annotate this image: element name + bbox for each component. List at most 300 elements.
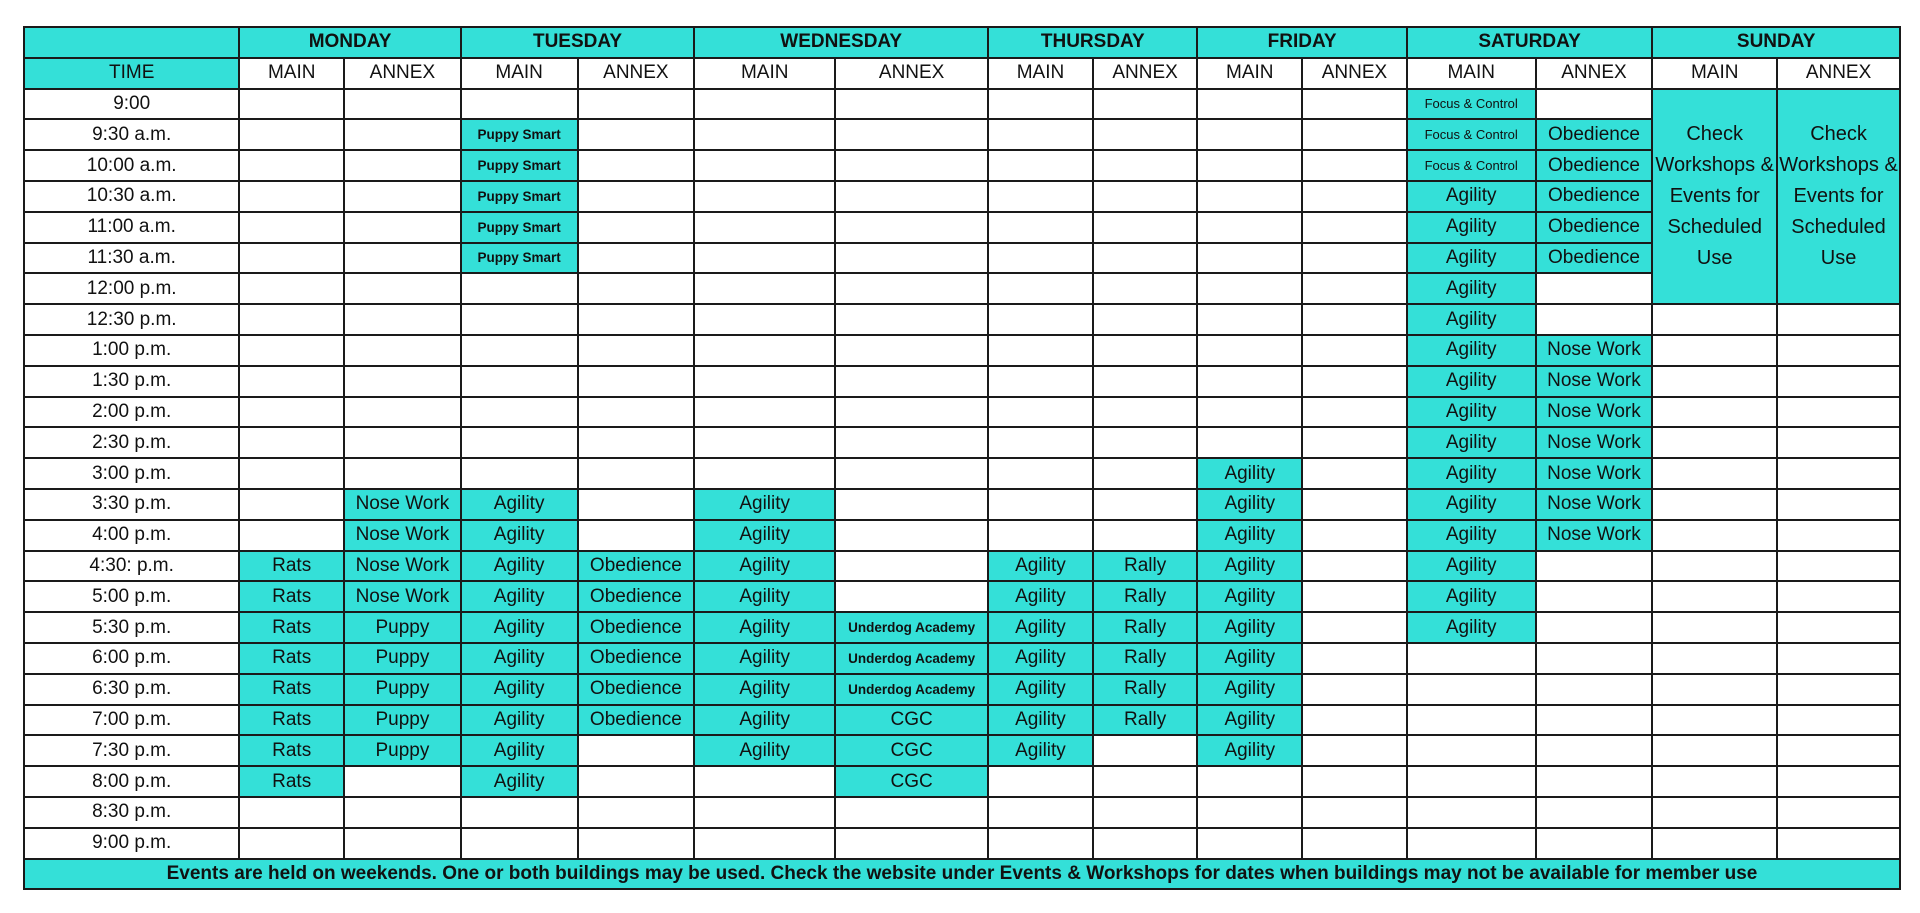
slot-wednesday-annex — [835, 581, 988, 612]
slot-friday-main: Agility — [1197, 520, 1302, 551]
slot-friday-annex — [1302, 335, 1407, 366]
slot-friday-annex — [1302, 520, 1407, 551]
slot-saturday-main: Agility — [1407, 489, 1536, 520]
slot-wednesday-annex — [835, 458, 988, 489]
slot-saturday-main — [1407, 797, 1536, 828]
slot-wednesday-annex — [835, 304, 988, 335]
slot-wednesday-main: Agility — [694, 551, 835, 582]
slot-tuesday-annex — [578, 243, 695, 274]
slot-wednesday-main: Agility — [694, 674, 835, 705]
slot-saturday-annex: Nose Work — [1536, 458, 1653, 489]
slot-monday-main — [239, 797, 344, 828]
slot-friday-annex — [1302, 705, 1407, 736]
slot-monday-annex — [344, 89, 461, 120]
slot-monday-main: Rats — [239, 581, 344, 612]
slot-tuesday-annex — [578, 489, 695, 520]
slot-thursday-main: Agility — [988, 551, 1093, 582]
slot-sunday-annex — [1777, 304, 1900, 335]
slot-wednesday-annex — [835, 150, 988, 181]
slot-tuesday-annex — [578, 427, 695, 458]
slot-monday-annex: Puppy — [344, 612, 461, 643]
slot-tuesday-main — [461, 458, 578, 489]
slot-saturday-annex — [1536, 581, 1653, 612]
time-label: 6:30 p.m. — [24, 674, 239, 705]
slot-sunday-main — [1652, 612, 1777, 643]
slot-saturday-main — [1407, 828, 1536, 859]
time-row — [24, 273, 1900, 304]
slot-tuesday-main — [461, 89, 578, 120]
slot-thursday-annex — [1093, 181, 1198, 212]
building-header-sunday-annex: ANNEX — [1777, 58, 1900, 89]
slot-wednesday-annex — [835, 212, 988, 243]
slot-thursday-main — [988, 427, 1093, 458]
slot-wednesday-annex — [835, 427, 988, 458]
slot-friday-main: Agility — [1197, 674, 1302, 705]
slot-thursday-annex: Rally — [1093, 643, 1198, 674]
slot-thursday-annex — [1093, 489, 1198, 520]
slot-thursday-main — [988, 273, 1093, 304]
slot-wednesday-main — [694, 89, 835, 120]
slot-wednesday-annex: Underdog Academy — [835, 674, 988, 705]
slot-wednesday-main: Agility — [694, 705, 835, 736]
slot-friday-main — [1197, 212, 1302, 243]
slot-saturday-main — [1407, 735, 1536, 766]
slot-friday-main: Agility — [1197, 643, 1302, 674]
slot-thursday-main — [988, 397, 1093, 428]
time-label: 3:30 p.m. — [24, 489, 239, 520]
time-label: 8:00 p.m. — [24, 766, 239, 797]
slot-saturday-main: Agility — [1407, 335, 1536, 366]
slot-saturday-main: Focus & Control — [1407, 89, 1536, 120]
slot-monday-annex — [344, 366, 461, 397]
slot-friday-main — [1197, 89, 1302, 120]
slot-sunday-main — [1652, 427, 1777, 458]
slot-thursday-annex: Rally — [1093, 705, 1198, 736]
slot-thursday-main — [988, 335, 1093, 366]
slot-thursday-annex — [1093, 335, 1198, 366]
slot-friday-annex — [1302, 828, 1407, 859]
slot-sunday-annex — [1777, 581, 1900, 612]
slot-friday-main — [1197, 366, 1302, 397]
slot-friday-main: Agility — [1197, 735, 1302, 766]
slot-saturday-annex: Nose Work — [1536, 366, 1653, 397]
time-row — [24, 397, 1900, 428]
building-header-friday-annex: ANNEX — [1302, 58, 1407, 89]
slot-monday-annex — [344, 212, 461, 243]
slot-monday-annex: Puppy — [344, 674, 461, 705]
slot-wednesday-annex — [835, 520, 988, 551]
slot-thursday-annex — [1093, 520, 1198, 551]
slot-saturday-main: Agility — [1407, 304, 1536, 335]
slot-monday-annex: Puppy — [344, 705, 461, 736]
slot-tuesday-annex — [578, 89, 695, 120]
slot-wednesday-annex: CGC — [835, 735, 988, 766]
slot-thursday-main: Agility — [988, 581, 1093, 612]
slot-sunday-annex — [1777, 520, 1900, 551]
slot-thursday-main — [988, 243, 1093, 274]
time-label: 12:30 p.m. — [24, 304, 239, 335]
slot-wednesday-main — [694, 828, 835, 859]
time-label: 9:00 — [24, 89, 239, 120]
slot-saturday-main: Agility — [1407, 397, 1536, 428]
slot-tuesday-main: Agility — [461, 735, 578, 766]
slot-saturday-main: Agility — [1407, 458, 1536, 489]
slot-tuesday-main — [461, 335, 578, 366]
slot-monday-annex — [344, 335, 461, 366]
slot-monday-main — [239, 520, 344, 551]
time-label: 9:00 p.m. — [24, 828, 239, 859]
slot-wednesday-annex: CGC — [835, 766, 988, 797]
slot-friday-main: Agility — [1197, 612, 1302, 643]
building-header-saturday-annex: ANNEX — [1536, 58, 1653, 89]
building-header-monday-annex: ANNEX — [344, 58, 461, 89]
slot-tuesday-main: Agility — [461, 766, 578, 797]
time-row — [24, 366, 1900, 397]
slot-thursday-main — [988, 212, 1093, 243]
building-header-tuesday-main: MAIN — [461, 58, 578, 89]
slot-wednesday-main — [694, 458, 835, 489]
slot-monday-main — [239, 397, 344, 428]
time-row — [24, 489, 1900, 520]
slot-thursday-main — [988, 489, 1093, 520]
slot-tuesday-main: Agility — [461, 705, 578, 736]
schedule-body — [24, 27, 1900, 889]
slot-wednesday-main — [694, 243, 835, 274]
slot-saturday-annex: Obedience — [1536, 243, 1653, 274]
building-header-tuesday-annex: ANNEX — [578, 58, 695, 89]
slot-monday-annex — [344, 150, 461, 181]
slot-saturday-annex: Obedience — [1536, 212, 1653, 243]
slot-saturday-annex — [1536, 643, 1653, 674]
slot-sunday-annex — [1777, 735, 1900, 766]
slot-wednesday-annex — [835, 181, 988, 212]
slot-sunday-annex — [1777, 612, 1900, 643]
slot-saturday-annex: Nose Work — [1536, 335, 1653, 366]
time-label: 1:30 p.m. — [24, 366, 239, 397]
slot-wednesday-main — [694, 797, 835, 828]
slot-tuesday-annex — [578, 119, 695, 150]
slot-friday-annex — [1302, 181, 1407, 212]
time-row — [24, 427, 1900, 458]
slot-tuesday-main: Puppy Smart — [461, 181, 578, 212]
slot-sunday-main — [1652, 705, 1777, 736]
time-row — [24, 766, 1900, 797]
slot-sunday-annex — [1777, 705, 1900, 736]
slot-thursday-annex — [1093, 458, 1198, 489]
corner-cell — [24, 27, 239, 58]
slot-sunday-annex — [1777, 674, 1900, 705]
building-header-monday-main: MAIN — [239, 58, 344, 89]
slot-wednesday-annex — [835, 335, 988, 366]
slot-sunday-annex — [1777, 366, 1900, 397]
time-row — [24, 243, 1900, 274]
slot-thursday-main: Agility — [988, 735, 1093, 766]
slot-monday-main — [239, 335, 344, 366]
slot-saturday-annex: Nose Work — [1536, 427, 1653, 458]
slot-wednesday-annex — [835, 489, 988, 520]
slot-wednesday-main: Agility — [694, 612, 835, 643]
slot-saturday-main: Agility — [1407, 243, 1536, 274]
slot-thursday-main: Agility — [988, 705, 1093, 736]
slot-thursday-main — [988, 119, 1093, 150]
time-row — [24, 797, 1900, 828]
slot-wednesday-main — [694, 212, 835, 243]
slot-sunday-main — [1652, 397, 1777, 428]
slot-friday-annex — [1302, 89, 1407, 120]
slot-friday-main — [1197, 427, 1302, 458]
time-label: 3:00 p.m. — [24, 458, 239, 489]
time-row — [24, 304, 1900, 335]
slot-wednesday-annex — [835, 366, 988, 397]
slot-sunday-main — [1652, 551, 1777, 582]
slot-monday-main: Rats — [239, 766, 344, 797]
slot-thursday-annex — [1093, 273, 1198, 304]
slot-saturday-main: Agility — [1407, 551, 1536, 582]
slot-wednesday-main — [694, 150, 835, 181]
slot-saturday-annex: Nose Work — [1536, 489, 1653, 520]
slot-saturday-annex: Obedience — [1536, 119, 1653, 150]
slot-tuesday-annex — [578, 397, 695, 428]
time-label: 10:00 a.m. — [24, 150, 239, 181]
slot-wednesday-main — [694, 304, 835, 335]
slot-friday-annex — [1302, 243, 1407, 274]
slot-sunday-annex — [1777, 797, 1900, 828]
slot-monday-main — [239, 304, 344, 335]
slot-friday-annex — [1302, 212, 1407, 243]
slot-monday-annex — [344, 797, 461, 828]
slot-saturday-main: Agility — [1407, 520, 1536, 551]
slot-saturday-main: Agility — [1407, 366, 1536, 397]
slot-monday-annex: Nose Work — [344, 551, 461, 582]
slot-friday-annex — [1302, 612, 1407, 643]
slot-monday-annex — [344, 304, 461, 335]
day-header-tuesday: TUESDAY — [461, 27, 694, 58]
slot-tuesday-annex — [578, 520, 695, 551]
time-label: 6:00 p.m. — [24, 643, 239, 674]
slot-saturday-annex — [1536, 766, 1653, 797]
slot-tuesday-main — [461, 427, 578, 458]
slot-friday-main — [1197, 797, 1302, 828]
slot-saturday-main: Focus & Control — [1407, 150, 1536, 181]
slot-tuesday-annex — [578, 212, 695, 243]
slot-tuesday-annex — [578, 335, 695, 366]
slot-friday-annex — [1302, 397, 1407, 428]
slot-saturday-annex — [1536, 89, 1653, 120]
slot-friday-annex — [1302, 366, 1407, 397]
building-header-saturday-main: MAIN — [1407, 58, 1536, 89]
time-row — [24, 181, 1900, 212]
slot-tuesday-main — [461, 797, 578, 828]
slot-friday-main: Agility — [1197, 489, 1302, 520]
slot-monday-annex: Nose Work — [344, 520, 461, 551]
slot-saturday-annex — [1536, 797, 1653, 828]
time-label: 2:00 p.m. — [24, 397, 239, 428]
slot-monday-main — [239, 181, 344, 212]
slot-thursday-main — [988, 181, 1093, 212]
slot-monday-main: Rats — [239, 674, 344, 705]
slot-monday-annex — [344, 397, 461, 428]
time-row — [24, 520, 1900, 551]
slot-tuesday-main: Puppy Smart — [461, 150, 578, 181]
slot-saturday-main — [1407, 643, 1536, 674]
slot-tuesday-main — [461, 304, 578, 335]
slot-tuesday-main: Puppy Smart — [461, 243, 578, 274]
slot-friday-annex — [1302, 735, 1407, 766]
slot-sunday-main — [1652, 735, 1777, 766]
slot-wednesday-annex — [835, 828, 988, 859]
slot-tuesday-annex — [578, 458, 695, 489]
slot-tuesday-main — [461, 397, 578, 428]
slot-sunday-annex — [1777, 427, 1900, 458]
slot-tuesday-annex — [578, 181, 695, 212]
slot-sunday-main — [1652, 766, 1777, 797]
time-row — [24, 150, 1900, 181]
slot-friday-annex — [1302, 427, 1407, 458]
slot-tuesday-main — [461, 828, 578, 859]
time-row — [24, 705, 1900, 736]
slot-wednesday-annex: Underdog Academy — [835, 643, 988, 674]
time-label: 7:00 p.m. — [24, 705, 239, 736]
time-row — [24, 828, 1900, 859]
slot-wednesday-main — [694, 181, 835, 212]
slot-sunday-annex — [1777, 828, 1900, 859]
slot-thursday-annex — [1093, 427, 1198, 458]
slot-wednesday-annex — [835, 397, 988, 428]
time-label: 10:30 a.m. — [24, 181, 239, 212]
slot-tuesday-annex: Obedience — [578, 612, 695, 643]
slot-saturday-annex — [1536, 273, 1653, 304]
slot-monday-main — [239, 489, 344, 520]
slot-monday-main: Rats — [239, 643, 344, 674]
slot-wednesday-main: Agility — [694, 643, 835, 674]
slot-monday-main — [239, 212, 344, 243]
slot-saturday-main: Agility — [1407, 427, 1536, 458]
slot-sunday-annex — [1777, 551, 1900, 582]
slot-saturday-annex: Nose Work — [1536, 520, 1653, 551]
slot-friday-annex — [1302, 643, 1407, 674]
slot-friday-main: Agility — [1197, 551, 1302, 582]
slot-sunday-main — [1652, 489, 1777, 520]
slot-thursday-annex: Rally — [1093, 612, 1198, 643]
slot-wednesday-annex: Underdog Academy — [835, 612, 988, 643]
slot-sunday-annex — [1777, 335, 1900, 366]
slot-saturday-main: Agility — [1407, 181, 1536, 212]
slot-sunday-annex — [1777, 489, 1900, 520]
slot-friday-main: Agility — [1197, 458, 1302, 489]
building-header-wednesday-main: MAIN — [694, 58, 835, 89]
slot-thursday-annex — [1093, 366, 1198, 397]
slot-saturday-main: Focus & Control — [1407, 119, 1536, 150]
slot-tuesday-annex — [578, 797, 695, 828]
time-label: 11:00 a.m. — [24, 212, 239, 243]
slot-saturday-main: Agility — [1407, 273, 1536, 304]
building-header-friday-main: MAIN — [1197, 58, 1302, 89]
slot-saturday-main: Agility — [1407, 581, 1536, 612]
slot-thursday-main: Agility — [988, 674, 1093, 705]
day-header-wednesday: WEDNESDAY — [694, 27, 988, 58]
time-label: 2:30 p.m. — [24, 427, 239, 458]
slot-monday-main — [239, 150, 344, 181]
slot-monday-annex — [344, 243, 461, 274]
time-label: 5:00 p.m. — [24, 581, 239, 612]
slot-thursday-annex: Rally — [1093, 674, 1198, 705]
time-row — [24, 119, 1900, 150]
slot-sunday-main-note: Check Workshops & Events for Scheduled Use — [1652, 89, 1777, 305]
slot-friday-annex — [1302, 766, 1407, 797]
slot-monday-main — [239, 458, 344, 489]
slot-saturday-annex — [1536, 612, 1653, 643]
slot-friday-annex — [1302, 674, 1407, 705]
slot-wednesday-main — [694, 366, 835, 397]
slot-friday-annex — [1302, 489, 1407, 520]
slot-sunday-main — [1652, 643, 1777, 674]
slot-friday-annex — [1302, 150, 1407, 181]
time-row — [24, 612, 1900, 643]
slot-thursday-annex — [1093, 766, 1198, 797]
slot-sunday-annex — [1777, 766, 1900, 797]
slot-sunday-main — [1652, 335, 1777, 366]
slot-wednesday-main: Agility — [694, 581, 835, 612]
slot-thursday-main — [988, 89, 1093, 120]
slot-wednesday-annex — [835, 119, 988, 150]
slot-thursday-main: Agility — [988, 612, 1093, 643]
time-label: 4:30: p.m. — [24, 551, 239, 582]
slot-thursday-main — [988, 304, 1093, 335]
time-row — [24, 674, 1900, 705]
slot-saturday-main: Agility — [1407, 212, 1536, 243]
time-header: TIME — [24, 58, 239, 89]
slot-friday-main: Agility — [1197, 581, 1302, 612]
slot-saturday-annex — [1536, 304, 1653, 335]
day-header-sunday: SUNDAY — [1652, 27, 1900, 58]
slot-tuesday-annex: Obedience — [578, 674, 695, 705]
slot-tuesday-annex: Obedience — [578, 643, 695, 674]
slot-wednesday-annex — [835, 797, 988, 828]
slot-sunday-main — [1652, 458, 1777, 489]
slot-tuesday-annex — [578, 150, 695, 181]
slot-wednesday-main — [694, 397, 835, 428]
time-row — [24, 335, 1900, 366]
slot-tuesday-main — [461, 366, 578, 397]
slot-wednesday-annex: CGC — [835, 705, 988, 736]
time-label: 5:30 p.m. — [24, 612, 239, 643]
slot-monday-annex — [344, 119, 461, 150]
slot-tuesday-annex — [578, 273, 695, 304]
slot-thursday-annex: Rally — [1093, 551, 1198, 582]
building-header-wednesday-annex: ANNEX — [835, 58, 988, 89]
time-row — [24, 581, 1900, 612]
slot-friday-main — [1197, 150, 1302, 181]
slot-friday-main — [1197, 243, 1302, 274]
slot-thursday-main — [988, 766, 1093, 797]
slot-friday-annex — [1302, 304, 1407, 335]
slot-friday-annex — [1302, 797, 1407, 828]
slot-saturday-main: Agility — [1407, 612, 1536, 643]
slot-friday-main — [1197, 397, 1302, 428]
slot-monday-main — [239, 243, 344, 274]
slot-monday-annex — [344, 427, 461, 458]
slot-tuesday-main: Agility — [461, 643, 578, 674]
slot-friday-main — [1197, 181, 1302, 212]
slot-friday-annex — [1302, 273, 1407, 304]
time-row — [24, 643, 1900, 674]
slot-saturday-annex — [1536, 674, 1653, 705]
slot-friday-annex — [1302, 119, 1407, 150]
slot-tuesday-annex: Obedience — [578, 581, 695, 612]
slot-sunday-annex-note: Check Workshops & Events for Scheduled Use — [1777, 89, 1900, 305]
slot-saturday-annex — [1536, 735, 1653, 766]
slot-thursday-annex — [1093, 735, 1198, 766]
